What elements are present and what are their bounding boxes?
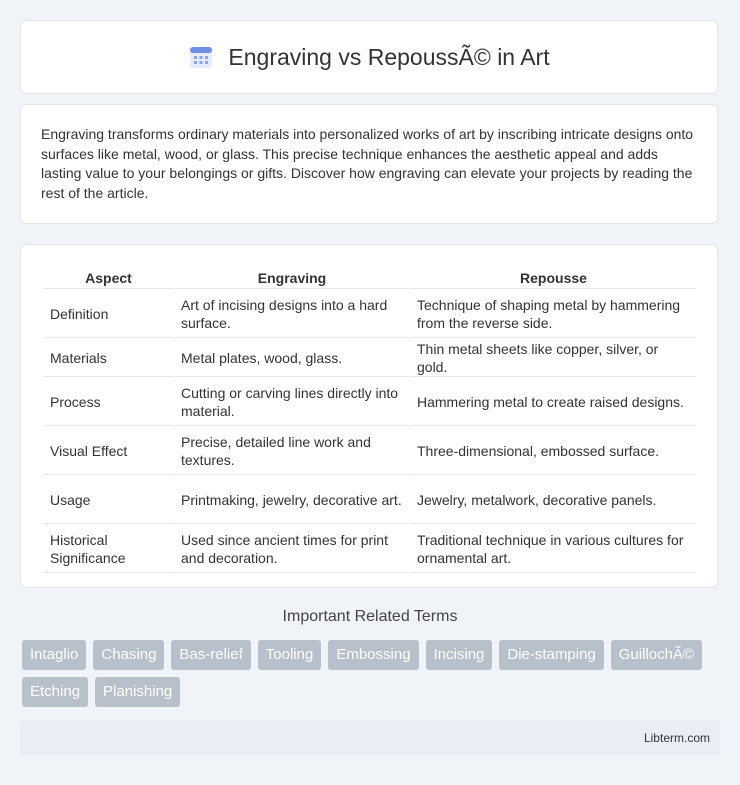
table-cell: Jewelry, metalwork, decorative panels. bbox=[411, 477, 696, 524]
table-cell: Thin metal sheets like copper, silver, or gold. bbox=[411, 340, 696, 377]
table-row bbox=[44, 428, 696, 475]
table-cell: Materials bbox=[44, 340, 173, 377]
tag-etching[interactable]: Etching bbox=[22, 677, 88, 707]
tag-incising[interactable]: Incising bbox=[426, 640, 493, 670]
table-cell: Hammering metal to create raised designs. bbox=[411, 379, 696, 426]
tag-bas-relief[interactable]: Bas-relief bbox=[171, 640, 250, 670]
table-cell: Historical Significance bbox=[44, 526, 173, 573]
page-title: Engraving vs RepoussÃ© in Art bbox=[228, 43, 550, 70]
tag-tooling[interactable]: Tooling bbox=[258, 640, 322, 670]
column-header-aspect: Aspect bbox=[44, 267, 173, 289]
tag-embossing[interactable]: Embossing bbox=[328, 640, 418, 670]
table-row bbox=[44, 526, 696, 573]
comparison-table bbox=[42, 265, 698, 575]
table-cell: Usage bbox=[44, 477, 173, 524]
tag-planishing[interactable]: Planishing bbox=[95, 677, 180, 707]
calendar-grid-icon bbox=[188, 44, 214, 70]
tag-chasing[interactable]: Chasing bbox=[93, 640, 164, 670]
tag-die-stamping[interactable]: Die-stamping bbox=[499, 640, 603, 670]
header-card bbox=[20, 20, 718, 94]
tag-guilloche[interactable]: GuillochÃ© bbox=[611, 640, 702, 670]
table-cell: Precise, detailed line work and textures. bbox=[175, 428, 409, 475]
table-cell: Metal plates, wood, glass. bbox=[175, 340, 409, 377]
table-cell: Technique of shaping metal by hammering from the reverse side. bbox=[411, 291, 696, 338]
related-terms-tags bbox=[22, 640, 722, 707]
table-cell: Art of incising designs into a hard surface. bbox=[175, 291, 409, 338]
table-cell: Printmaking, jewelry, decorative art. bbox=[175, 477, 409, 524]
table-cell: Definition bbox=[44, 291, 173, 338]
column-header-engraving: Engraving bbox=[175, 267, 409, 289]
column-header-repousse: Repousse bbox=[411, 267, 696, 289]
table-cell: Three-dimensional, embossed surface. bbox=[411, 428, 696, 475]
intro-text: Engraving transforms ordinary materials into personalized works of art by inscribing intricate designs onto surfaces like metal, wood, or glass. This precise technique enhances the aesthetic appeal and adds lasting value to your belongings or gifts. Discover how engraving can elevate your projects by reading the rest of the article. bbox=[41, 126, 694, 201]
tag-intaglio[interactable]: Intaglio bbox=[22, 640, 86, 670]
table-row bbox=[44, 477, 696, 524]
table-cell: Used since ancient times for print and decoration. bbox=[175, 526, 409, 573]
table-row bbox=[44, 379, 696, 426]
table-cell: Cutting or carving lines directly into material. bbox=[175, 379, 409, 426]
related-terms-title: Important Related Terms bbox=[282, 608, 458, 625]
table-cell: Traditional technique in various cultures for ornamental art. bbox=[411, 526, 696, 573]
table-cell: Visual Effect bbox=[44, 428, 173, 475]
comparison-card bbox=[20, 244, 718, 588]
intro-card bbox=[20, 104, 718, 224]
table-cell: Process bbox=[44, 379, 173, 426]
footer-site-link[interactable]: Libterm.com bbox=[643, 731, 710, 745]
table-header-row bbox=[44, 267, 696, 289]
table-row bbox=[44, 291, 696, 338]
table-row bbox=[44, 340, 696, 377]
footer bbox=[20, 721, 720, 755]
